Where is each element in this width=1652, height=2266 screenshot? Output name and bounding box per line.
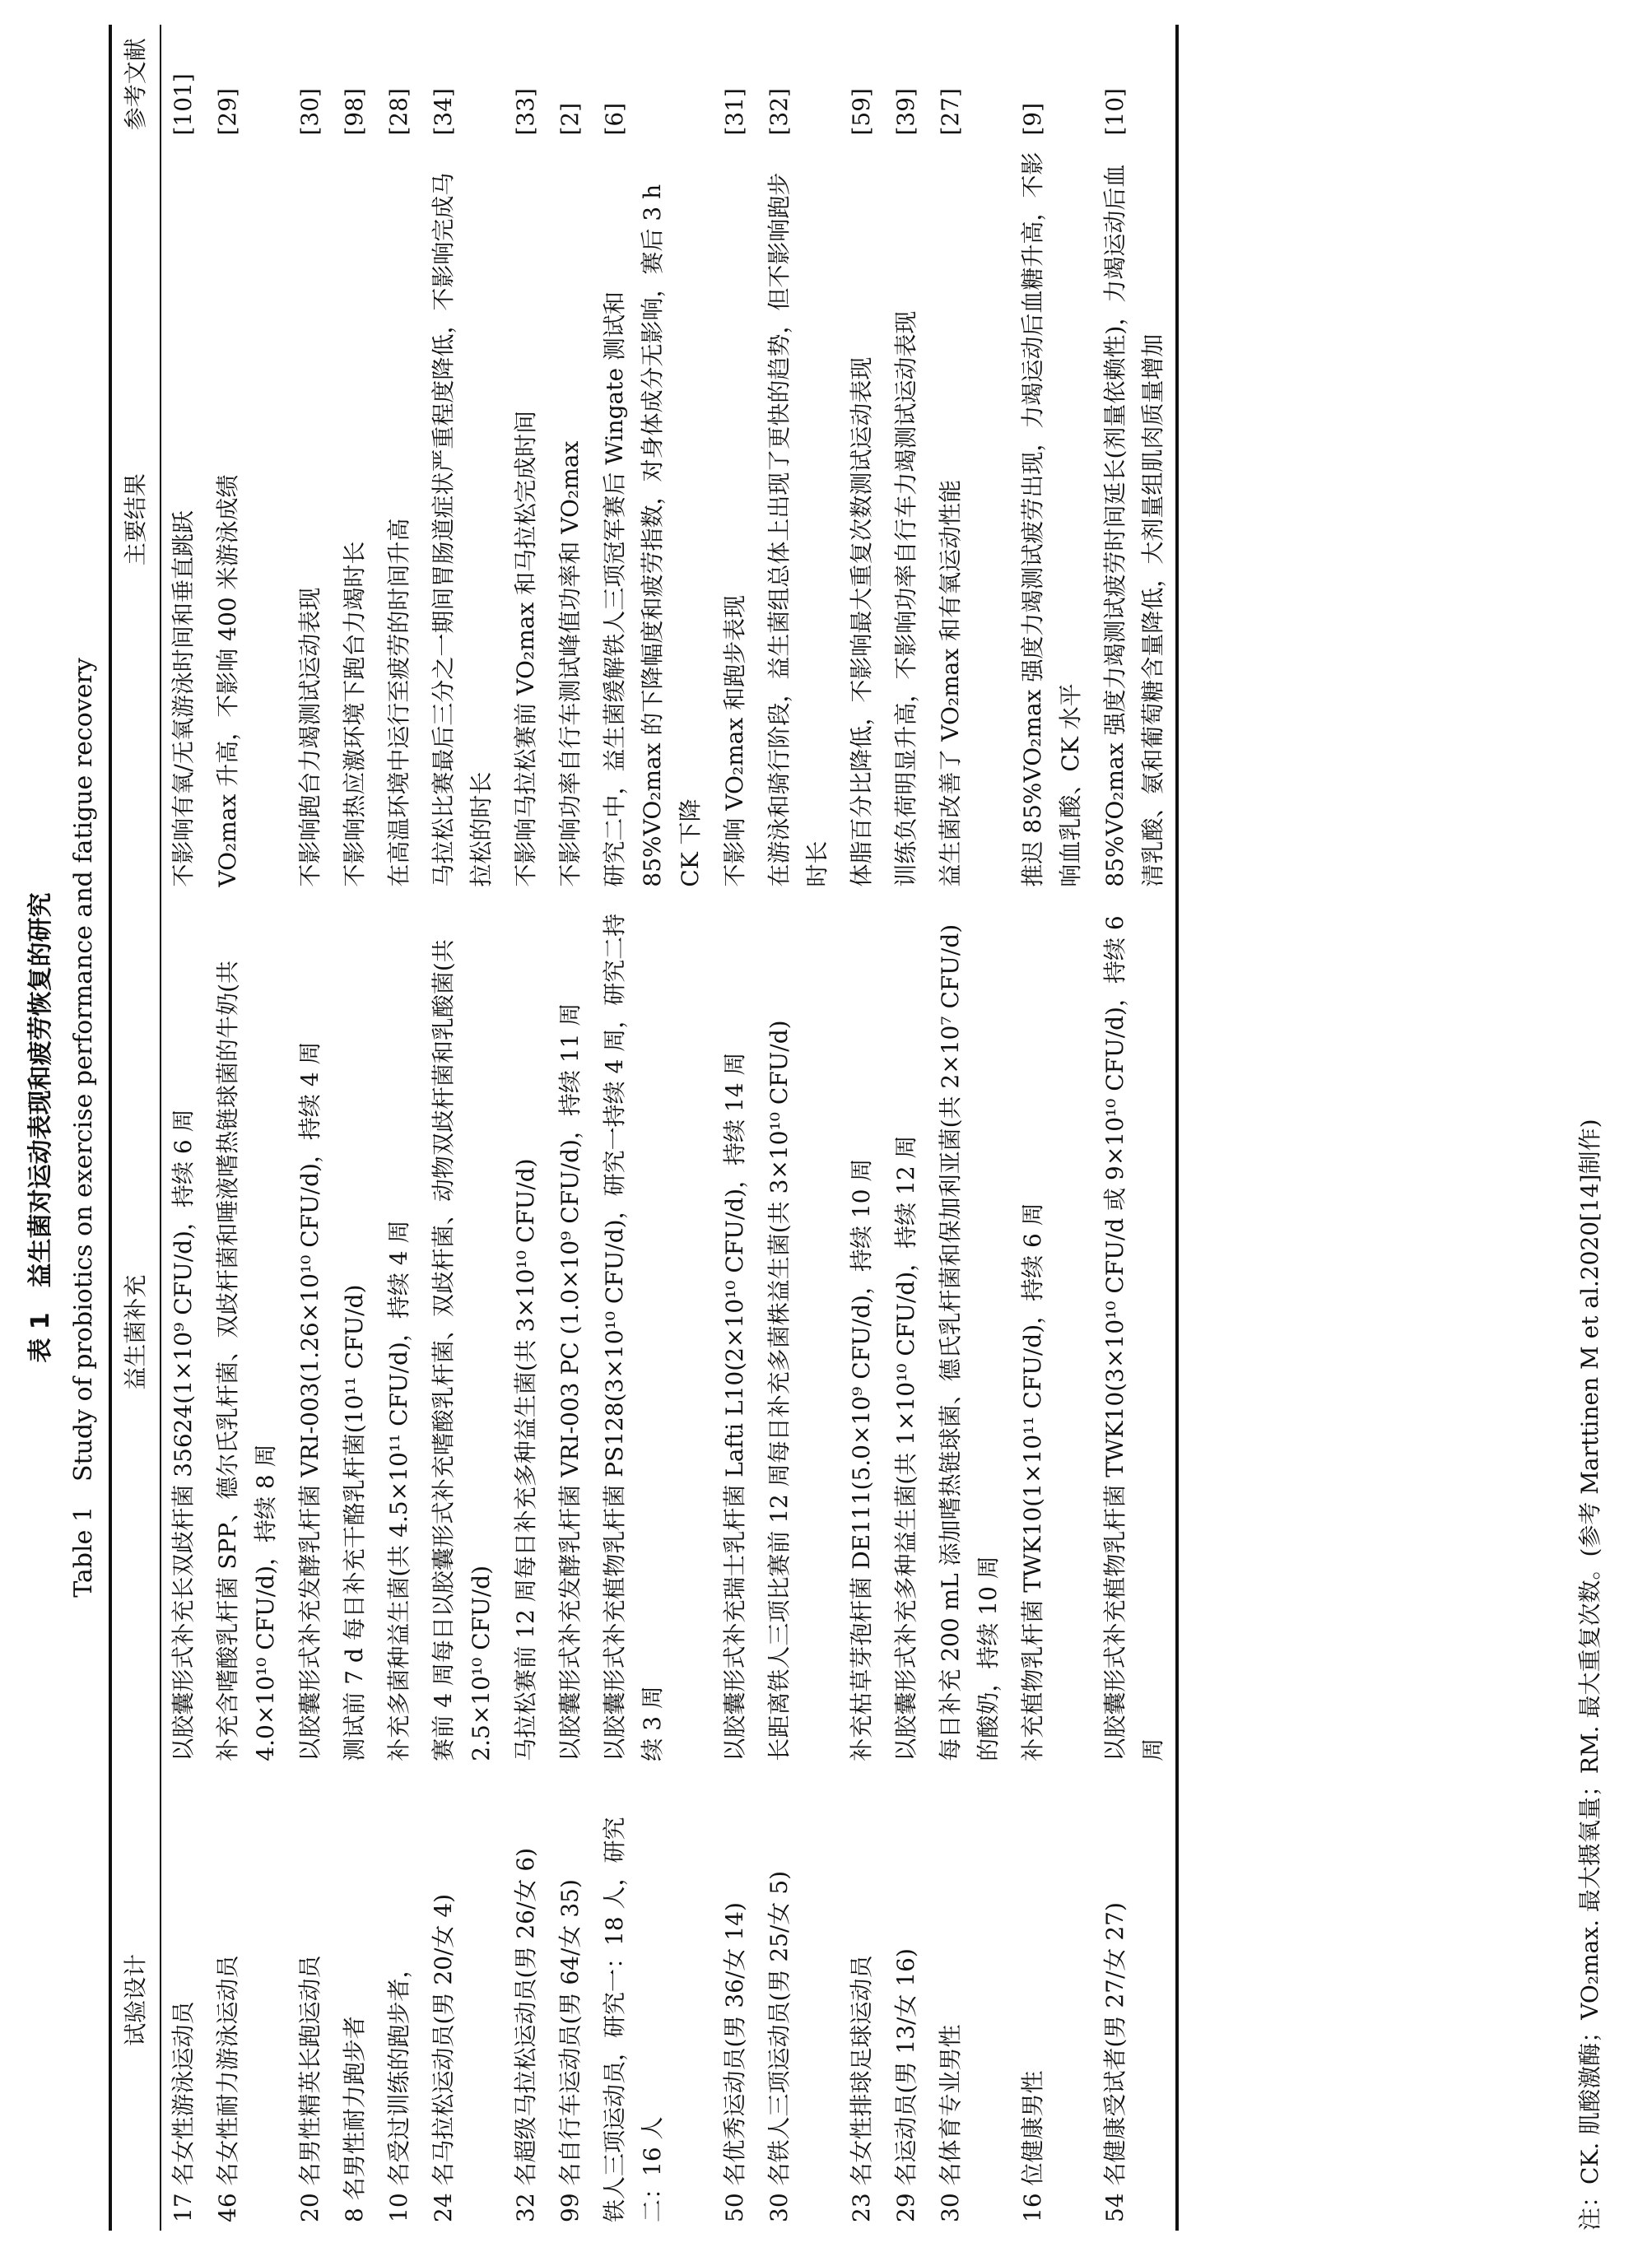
table-row — [333, 25, 377, 2231]
cell-result: 不影响 VO₂max 和跑步表现 — [721, 594, 748, 887]
cell-reference: [27] — [937, 88, 964, 136]
cell-result: 训练负荷明显升高，不影响功率自行车力竭测试运动表现 — [892, 310, 919, 887]
table-header-row — [110, 25, 161, 2231]
cell-supplement: 马拉松赛前 12 周每日补充多种益生菌(共 3×10¹⁰ CFU/d) — [512, 1158, 539, 1761]
cell-reference: [9] — [1019, 102, 1046, 136]
cell-reference: [10] — [1093, 25, 1177, 144]
cell-reference: [2] — [556, 102, 584, 136]
cell-design: 23 名女性排球足球运动员 — [848, 1955, 875, 2222]
header-supplement: 益生菌补充 — [110, 896, 161, 1770]
cell-design: 46 名女性耐力游泳运动员 — [214, 1955, 241, 2222]
cell-result: 85%VO₂max 强度力竭测试疲劳时间延长(剂量依赖性)，力竭运动后血清乳酸、氨和葡萄糖含量降低，大剂量组肌肉质量增加 — [1093, 144, 1177, 896]
table-row — [504, 25, 548, 2231]
cell-supplement: 以胶囊形式补充发酵乳杆菌 VRI-003(1.26×10¹⁰ CFU/d)，持续 4 周 — [296, 1041, 323, 1761]
cell-design: 32 名超级马拉松运动员(男 26/女 6) — [512, 1847, 539, 2222]
cell-design: 8 名男性耐力跑步者 — [341, 2016, 368, 2222]
cell-supplement: 补充多菌种益生菌(共 4.5×10¹¹ CFU/d)，持续 4 周 — [385, 1220, 412, 1761]
cell-design: 30 名铁人三项运动员(男 25/女 5) — [766, 1870, 793, 2222]
cell-result: 不影响马拉松赛前 VO₂max 和马拉松完成时间 — [512, 410, 539, 887]
table-row — [928, 25, 1011, 2231]
header-design: 试验设计 — [110, 1770, 161, 2231]
cell-reference: [101] — [170, 73, 197, 136]
cell-design: 10 名受过训练的跑步者， — [385, 1955, 412, 2222]
cell-supplement: 补充含嗜酸乳杆菌 SPP、德尔氏乳杆菌、双歧杆菌和唾液嗜热链球菌的牛奶(共 4.0×10¹⁰ CFU/d)，持续 8 周 — [214, 960, 279, 1761]
table-body — [161, 25, 1177, 2231]
cell-supplement: 补充枯草芽孢杆菌 DE111(5.0×10⁹ CFU/d)，持续 10 周 — [848, 1158, 875, 1761]
cell-supplement: 以胶囊形式补充多种益生菌(共 1×10¹⁰ CFU/d)，持续 12 周 — [892, 1135, 919, 1761]
cell-design: 20 名男性精英长跑运动员 — [296, 1955, 323, 2222]
cell-reference: [34] — [430, 88, 457, 136]
table-caption-cn: 表 1 益生菌对运动表现和疲劳恢复的研究 — [26, 892, 55, 1363]
cell-result: 不影响功率自行车测试峰值功率和 VO₂max — [556, 440, 584, 887]
cell-reference: [29] — [214, 88, 241, 136]
cell-supplement: 长距离铁人三项比赛前 12 周每日补充多菌株益生菌(共 3×10¹⁰ CFU/d) — [766, 1020, 793, 1761]
cell-result: 不影响有氧/无氧游泳时间和垂直跳跃 — [170, 510, 197, 887]
cell-reference: [31] — [721, 88, 748, 136]
cell-design: 16 位健康男性 — [1019, 2070, 1046, 2222]
table-row — [1011, 25, 1093, 2231]
table-row — [288, 25, 333, 2231]
header-reference: 参考文献 — [110, 25, 161, 144]
cell-result: 在游泳和骑行阶段，益生菌组总体上出现了更快的趋势，但不影响跑步时长 — [766, 172, 831, 887]
cell-reference: [30] — [296, 88, 323, 136]
table-row — [713, 25, 757, 2231]
cell-result: 体脂百分比降低，不影响最大重复次数测试运动表现 — [848, 356, 875, 887]
table-note: 注：CK. 肌酸激酶；VO₂max. 最大摄氧量；RM. 最大重复次数。(参考 Marttinen M et al.2020[14]制作) — [1576, 1119, 1603, 2231]
table-row — [206, 25, 288, 2231]
cell-result: 不影响跑台力竭测试运动表现 — [296, 587, 323, 887]
cell-supplement: 赛前 4 周每日以胶囊形式补充嗜酸乳杆菌、双歧杆菌、动物双歧杆菌和乳酸菌(共 2.5×10¹⁰ CFU/d) — [430, 939, 495, 1761]
cell-design: 50 名优秀运动员(男 36/女 14) — [721, 1902, 748, 2222]
cell-reference: [98] — [341, 88, 368, 136]
cell-result: 在高温环境中运行至疲劳的时间升高 — [385, 518, 412, 887]
cell-design: 铁人三项运动员，研究一：18 人，研究二：16 人 — [601, 1817, 666, 2222]
cell-result: VO₂max 升高，不影响 400 米游泳成绩 — [214, 474, 241, 887]
cell-supplement: 测试前 7 d 每日补充干酪乳杆菌(10¹¹ CFU/d) — [341, 1284, 368, 1761]
probiotics-table — [109, 25, 1179, 2231]
cell-design: 30 名体育专业男性 — [937, 2024, 964, 2222]
cell-reference: [28] — [385, 88, 412, 136]
table-row — [840, 25, 884, 2231]
table-row — [548, 25, 593, 2231]
cell-design: 29 名运动员(男 13/女 16) — [892, 1948, 919, 2222]
header-result: 主要结果 — [110, 144, 161, 896]
table-caption-en: Table 1 Study of probiotics on exercise performance and fatigue recovery — [69, 658, 98, 1598]
cell-reference: [33] — [512, 88, 539, 136]
table-row — [593, 25, 713, 2231]
cell-reference: [59] — [848, 88, 875, 136]
cell-supplement: 补充植物乳杆菌 TWK10(1×10¹¹ CFU/d)，持续 6 周 — [1019, 1203, 1046, 1761]
cell-reference: [39] — [892, 88, 919, 136]
cell-supplement: 以胶囊形式补充瑞士乳杆菌 Lafti L10(2×10¹⁰ CFU/d)，持续 14 周 — [721, 1052, 748, 1761]
cell-design: 24 名马拉松运动员(男 20/女 4) — [430, 1893, 457, 2222]
rotated-page — [16, 25, 1622, 2231]
cell-supplement: 以胶囊形式补充发酵乳杆菌 VRI-003 PC (1.0×10⁹ CFU/d)，持续 11 周 — [556, 1003, 584, 1761]
cell-design: 54 名健康受试者(男 27/女 27) — [1093, 1770, 1177, 2231]
cell-supplement: 以胶囊形式补充植物乳杆菌 PS128(3×10¹⁰ CFU/d)，研究一持续 4 周，研究二持续 3 周 — [601, 913, 666, 1761]
cell-result: 益生菌改善了 VO₂max 和有氧运动性能 — [937, 479, 964, 887]
table-row — [1093, 25, 1177, 2231]
cell-design: 17 名女性游泳运动员 — [170, 2001, 197, 2222]
table-row — [757, 25, 840, 2231]
cell-supplement: 以胶囊形式补充长双歧杆菌 35624(1×10⁹ CFU/d)，持续 6 周 — [170, 1109, 197, 1761]
cell-supplement: 每日补充 200 mL 添加嗜热链球菌、德氏乳杆菌和保加利亚菌(共 2×10⁷ CFU/d)的酸奶，持续 10 周 — [937, 924, 1002, 1761]
cell-design: 99 名自行车运动员(男 64/女 35) — [556, 1879, 584, 2222]
cell-supplement: 以胶囊形式补充植物乳杆菌 TWK10(3×10¹⁰ CFU/d 或 9×10¹⁰ CFU/d)，持续 6 周 — [1093, 896, 1177, 1770]
table-row — [377, 25, 421, 2231]
cell-result: 研究二中，益生菌缓解铁人三项冠军赛后 Wingate 测试和 85%VO₂max 的下降幅度和疲劳指数，对身体成分无影响，赛后 3 h CK 下降 — [601, 184, 704, 887]
cell-result: 推迟 85%VO₂max 强度力竭测试疲劳出现，力竭运动后血糖升高，不影响血乳酸、CK 水平 — [1019, 151, 1084, 887]
table-row — [161, 25, 206, 2231]
cell-result: 马拉松比赛最后三分之一期间胃肠道症状严重程度降低，不影响完成马拉松的时长 — [430, 172, 495, 887]
cell-result: 不影响热应激环境下跑台力竭时长 — [341, 541, 368, 887]
table-row — [884, 25, 928, 2231]
cell-reference: [32] — [766, 88, 793, 136]
cell-reference: [6] — [601, 102, 628, 136]
table-row — [421, 25, 504, 2231]
